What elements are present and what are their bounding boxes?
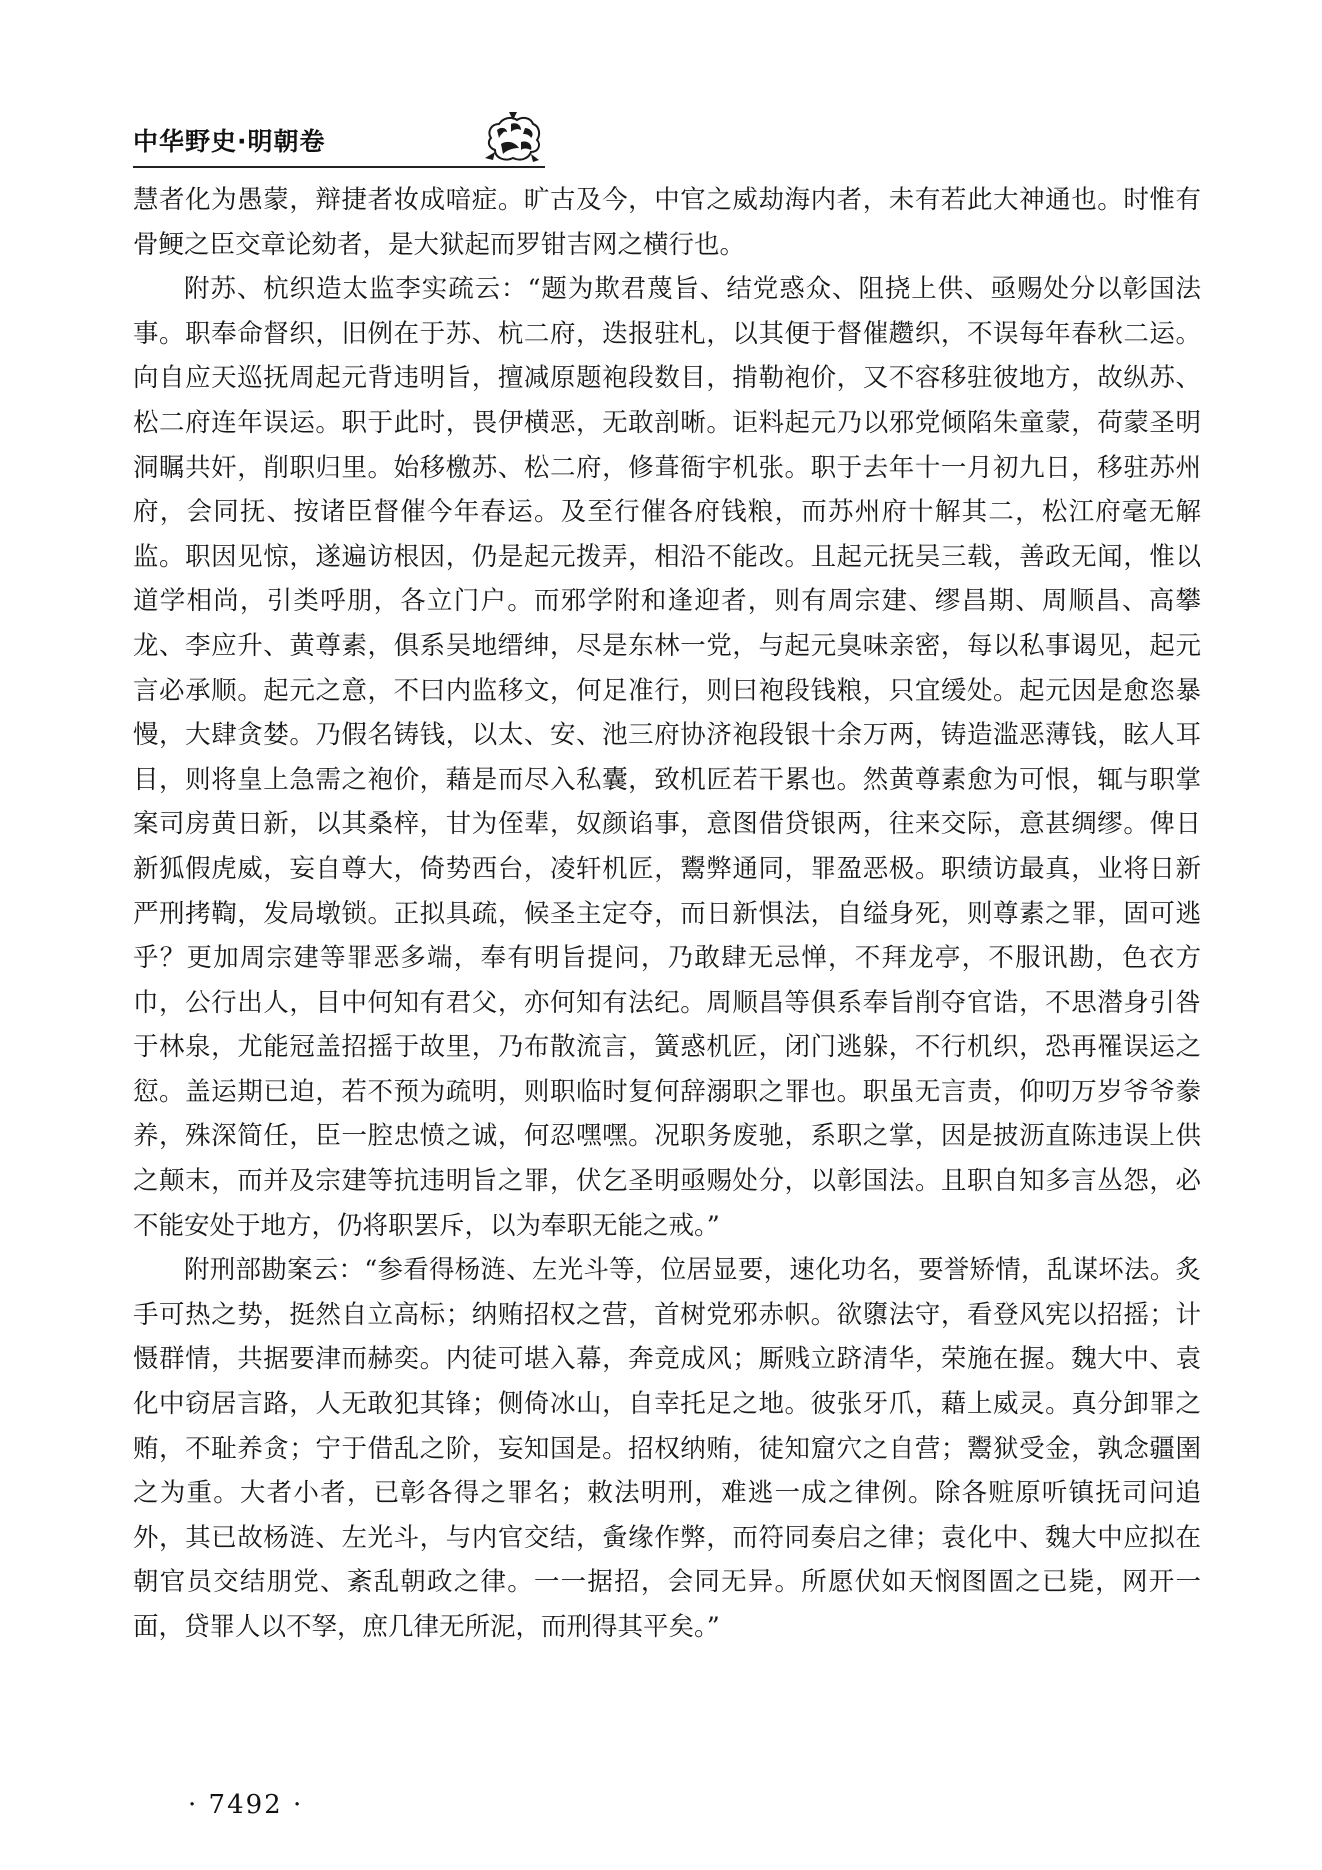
page-number: · 7492 · bbox=[188, 1790, 304, 1820]
paragraph-continuation: 慧者化为愚蒙，辩捷者妆成喑症。旷古及今，中官之威劫海内者，未有若此大神通也。时惟有骨鲠之臣交章论劾者，是大狱起而罗钳吉网之横行也。 bbox=[133, 185, 1201, 260]
header-rule bbox=[133, 166, 545, 168]
paragraph-memorial-li-shi: 附苏、杭织造太监李实疏云：“题为欺君蔑旨、结党惑众、阻挠上供、亟赐处分以彰国法事。职奉命督织，旧例在于苏、杭二府，迭报驻札，以其便于督催趱织，不误每年春秋二运。向自应天巡抚周起元背违明旨，擅减原题袍段数目，掯勒袍价，又不容移驻彼地方，故纵苏、松二府连年误运。职于此时，畏伊横恶，无敢剖晰。讵料起元乃以邪党倾陷朱童蒙，荷蒙圣明洞瞩共奸，削职归里。始移檄苏、松二府，修葺衙宇机张。职于去年十一月初九日，移驻苏州府，会同抚、按诸臣督催今年春运。及至行催各府钱粮，而苏州府十解其二，松江府毫无解监。职因见惊，遂遍访根因，仍是起元拨弄，相沿不能改。且起元抚吴三载，善政无闻，惟以道学相尚，引类呼朋，各立门户。而邪学附和逢迎者，则有周宗建、缪昌期、周顺昌、高攀龙、李应升、黄尊素，俱系吴地缙绅，尽是东林一党，与起元臭味亲密，每以私事谒见，起元言必承顺。起元之意，不曰内监移文，何足准行，则曰袍段钱粮，只宜缓处。起元因是愈恣暴慢，大肆贪婪。乃假名铸钱，以太、安、池三府协济袍段银十余万两，铸造滥恶薄钱，眩人耳目，则将皇上急需之袍价，藉是而尽入私囊，致机匠若干累也。然黄尊素愈为可恨，辄与职掌案司房黄日新，以其桑梓，甘为侄辈，奴颜谄事，意图借贷银两，往来交际，意甚绸缪。俾日新狐假虎威，妄自尊大，倚势西台，凌轩机匠，鬻弊通同，罪盈恶极。职绩访最真，业将日新严刑拷鞫，发局墩锁。正拟具疏，候圣主定夺，而日新惧法，自缢身死，则尊素之罪，固可逃乎？更加周宗建等罪恶多端，奉有明旨提问，乃敢肆无忌惮，不拜龙亭，不服讯勘，色衣方巾，公行出人，目中何知有君父，亦何知有法纪。周顺昌等俱系奉旨削夺官诰，不思潜身引咎于林泉，尤能冠盖招摇于故里，乃布散流言，簧惑机匠，闭门逃躲，不行机织，恐再罹误运之愆。盖运期已迫，若不预为疏明，则职临时复何辞溺职之罪也。职虽无言责，仰叨万岁爷爷豢养，殊深简任，臣一腔忠愤之诚，何忍嘿嘿。况职务废驰，系职之掌，因是披沥直陈违误上供之颠末，而并及宗建等抗违明旨之罪，伏乞圣明亟赐处分，以彰国法。且职自知多言丛怨，必不能安处于地方，仍将职罢斥，以为奉职无能之戒。” bbox=[133, 274, 1201, 1241]
paragraph-ministry-of-justice: 附刑部勘案云：“参看得杨涟、左光斗等，位居显要，速化功名，要誉矫情，乱谋坏法。炙手可热之势，挺然自立高标；纳贿招权之营，首树党邪赤帜。欲隳法守，看登风宪以招摇；计慑群情，共据要津而赫奕。内徒可堪入幕，奔竞成风；厮贱立跻清华，荣施在握。魏大中、袁化中窃居言路，人无敢犯其锋；侧倚冰山，自幸托足之地。彼张牙爪，藉上威灵。真分卸罪之贿，不耻养贪；宁于借乱之阶，妄知国是。招权纳贿，徒知窟穴之自营；鬻狱受金，孰念疆圉之为重。大者小者，已彰各得之罪名；敕法明刑，难逃一成之律例。除各赃原听镇抚司问追外，其已故杨涟、左光斗，与内官交结，夤缘作弊，而符同奏启之律；袁化中、魏大中应拟在朝官员交结朋党、紊乱朝政之律。一一据招，会同无异。所愿伏如天悯图圄之已毙，网开一面，贷罪人以不孥，庶几律无所泥，而刑得其平矣。” bbox=[133, 1255, 1201, 1642]
book-title: 中华野史·明朝卷 bbox=[133, 127, 326, 156]
body-text bbox=[133, 178, 1201, 1650]
running-header bbox=[133, 108, 543, 168]
dragon-emblem-icon bbox=[481, 108, 545, 168]
